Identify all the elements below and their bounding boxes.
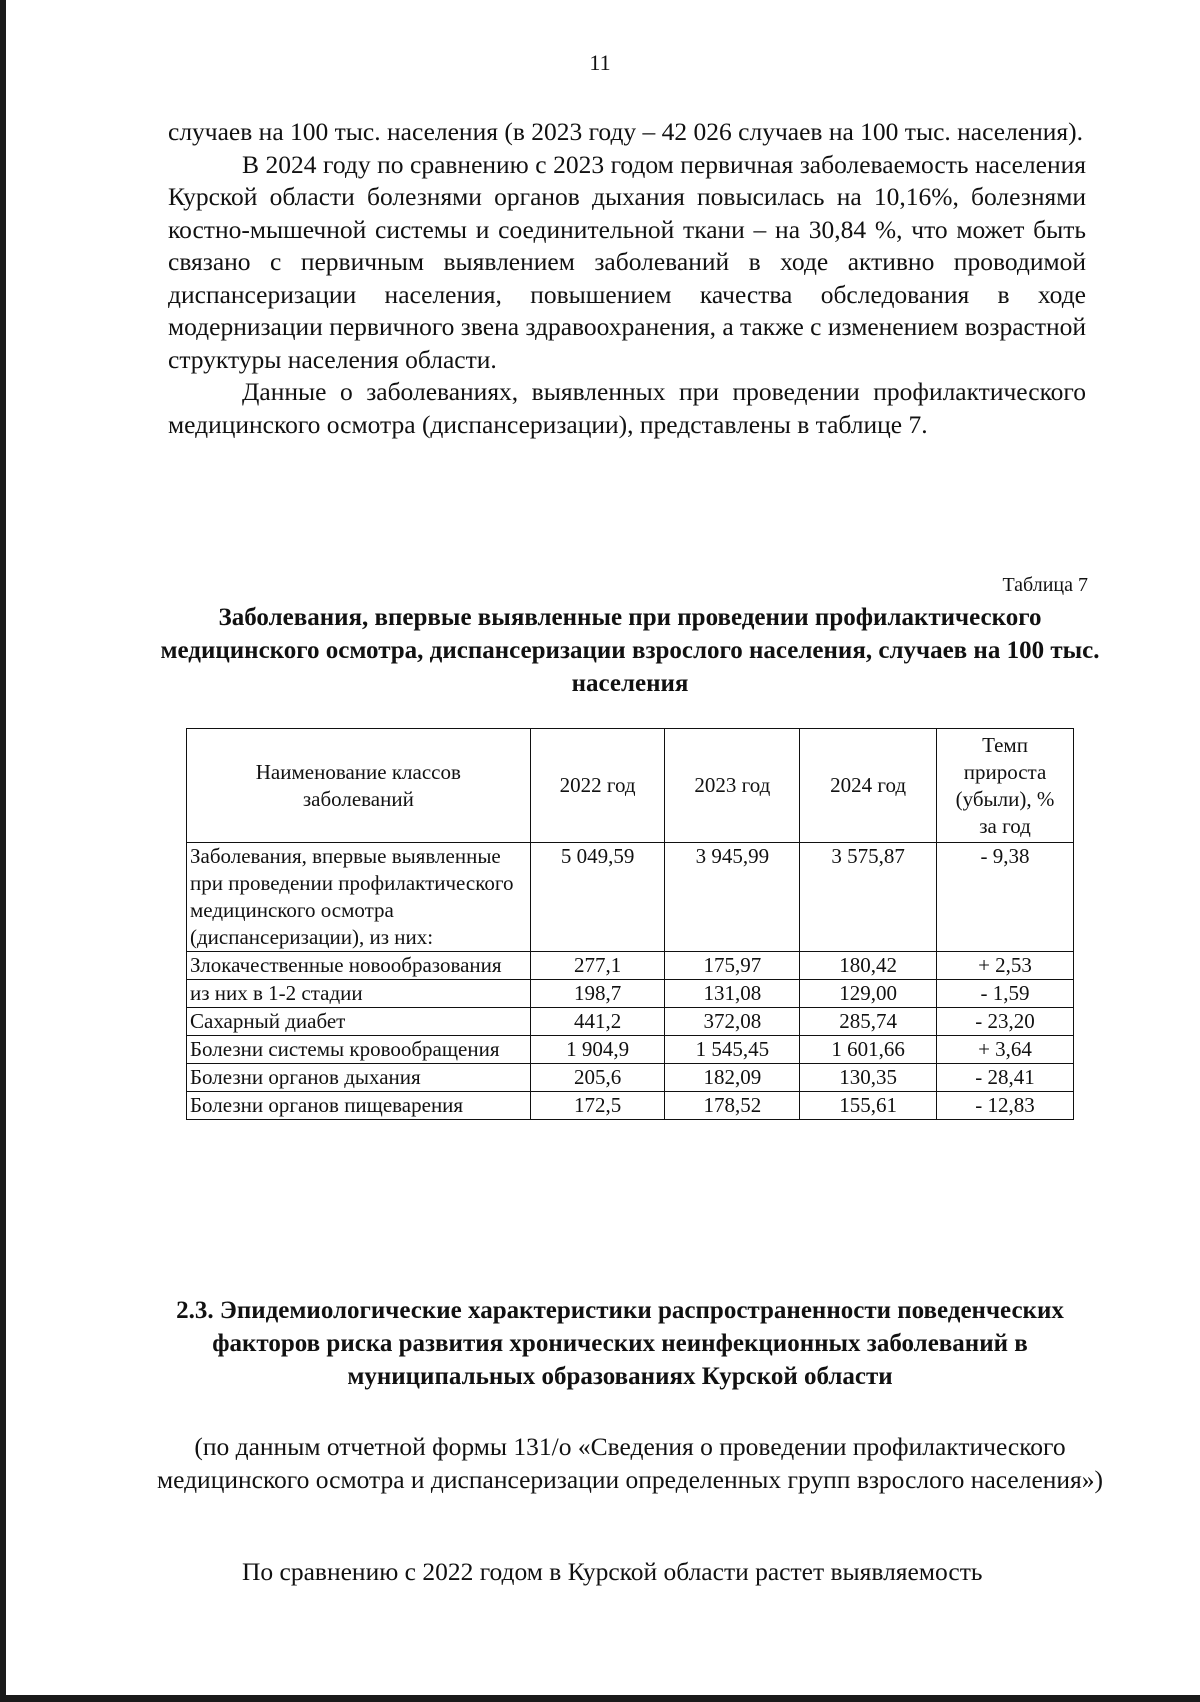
row-growth: + 3,64: [937, 1036, 1074, 1064]
row-2023: 1 545,45: [665, 1036, 800, 1064]
row-name: Болезни системы кровообращения: [187, 1036, 531, 1064]
row-2024: 1 601,66: [800, 1036, 937, 1064]
table-label: Таблица 7: [1002, 574, 1088, 596]
row-2024: 180,42: [800, 952, 937, 980]
row-2022: 198,7: [530, 980, 665, 1008]
paragraph-1: случаев на 100 тыс. населения (в 2023 году – 42 026 случаев на 100 тыс. населения).: [168, 117, 1083, 146]
header-name: Наименование классов заболеваний: [187, 729, 531, 843]
row-2023: 175,97: [665, 952, 800, 980]
row-2022: 1 904,9: [530, 1036, 665, 1064]
table-header-row: [187, 729, 1074, 843]
section-heading: 2.3. Эпидемиологические характеристики распространенности поведенческих факторов риска развития хронических неинфекционных заболеваний в муниципальных образованиях Курской области: [176, 1297, 1064, 1390]
header-growth: Темп прироста (убыли), % за год: [937, 729, 1074, 843]
row-2022: 277,1: [530, 952, 665, 980]
row-2024: 3 575,87: [800, 843, 937, 952]
scan-edge-bottom: [0, 1695, 1200, 1702]
row-growth: - 1,59: [937, 980, 1074, 1008]
header-2022: 2022 год: [530, 729, 665, 843]
header-2023: 2023 год: [665, 729, 800, 843]
row-2022: 205,6: [530, 1064, 665, 1092]
table-row: [187, 1008, 1074, 1036]
row-growth: - 9,38: [937, 843, 1074, 952]
table-row: [187, 1064, 1074, 1092]
row-name: Злокачественные новообразования: [187, 952, 531, 980]
row-2023: 182,09: [665, 1064, 800, 1092]
paragraph-3: Данные о заболеваниях, выявленных при проведении профилактического медицинского осмотра (диспансеризации), представлены в таблице 7.: [168, 377, 1086, 439]
row-growth: + 2,53: [937, 952, 1074, 980]
row-name: Болезни органов дыхания: [187, 1064, 531, 1092]
row-2024: 130,35: [800, 1064, 937, 1092]
row-name: Сахарный диабет: [187, 1008, 531, 1036]
row-2024: 155,61: [800, 1092, 937, 1120]
row-name: Заболевания, впервые выявленные при проведении профилактического медицинского осмотра (диспансеризации), из них:: [187, 843, 531, 952]
table-row: [187, 952, 1074, 980]
table-title: Заболевания, впервые выявленные при проведении профилактического медицинского осмотра, диспансеризации взрослого населения, случаев на 100 тыс. населения: [160, 604, 1100, 697]
paragraph-2: В 2024 году по сравнению с 2023 годом первичная заболеваемость населения Курской области болезнями органов дыхания повысилась на 10,16%, болезнями костно-мышечной системы и соединительной ткани – на 30,84 %, что может быть связано с первичным выявлением заболеваний в ходе активно проводимой диспансеризации населения, повышением качества обследования в ходе модернизации первичного звена здравоохранения, а также с изменением возрастной структуры населения области.: [168, 149, 1087, 374]
row-2024: 285,74: [800, 1008, 937, 1036]
last-paragraph: По сравнению с 2022 годом в Курской области растет выявляемость: [242, 1557, 983, 1586]
row-growth: - 12,83: [937, 1092, 1074, 1120]
table-row: [187, 980, 1074, 1008]
table-row: [187, 1036, 1074, 1064]
row-growth: - 28,41: [937, 1064, 1074, 1092]
row-2024: 129,00: [800, 980, 937, 1008]
row-name: из них в 1-2 стадии: [187, 980, 531, 1008]
row-2023: 178,52: [665, 1092, 800, 1120]
row-2023: 3 945,99: [665, 843, 800, 952]
section-subheading: (по данным отчетной формы 131/о «Сведения о проведении профилактического медицинского осмотра и диспансеризации определенных групп взрослого населения»): [156, 1432, 1104, 1494]
row-2023: 372,08: [665, 1008, 800, 1036]
page-number: 11: [589, 50, 611, 75]
table-row: [187, 1092, 1074, 1120]
disease-table: [186, 728, 1074, 1120]
scan-edge-left: [0, 0, 6, 1702]
table-row: [187, 843, 1074, 952]
row-growth: - 23,20: [937, 1008, 1074, 1036]
row-2023: 131,08: [665, 980, 800, 1008]
header-2024: 2024 год: [800, 729, 937, 843]
intro-text: [168, 116, 1086, 441]
row-2022: 441,2: [530, 1008, 665, 1036]
row-name: Болезни органов пищеварения: [187, 1092, 531, 1120]
row-2022: 172,5: [530, 1092, 665, 1120]
row-2022: 5 049,59: [530, 843, 665, 952]
